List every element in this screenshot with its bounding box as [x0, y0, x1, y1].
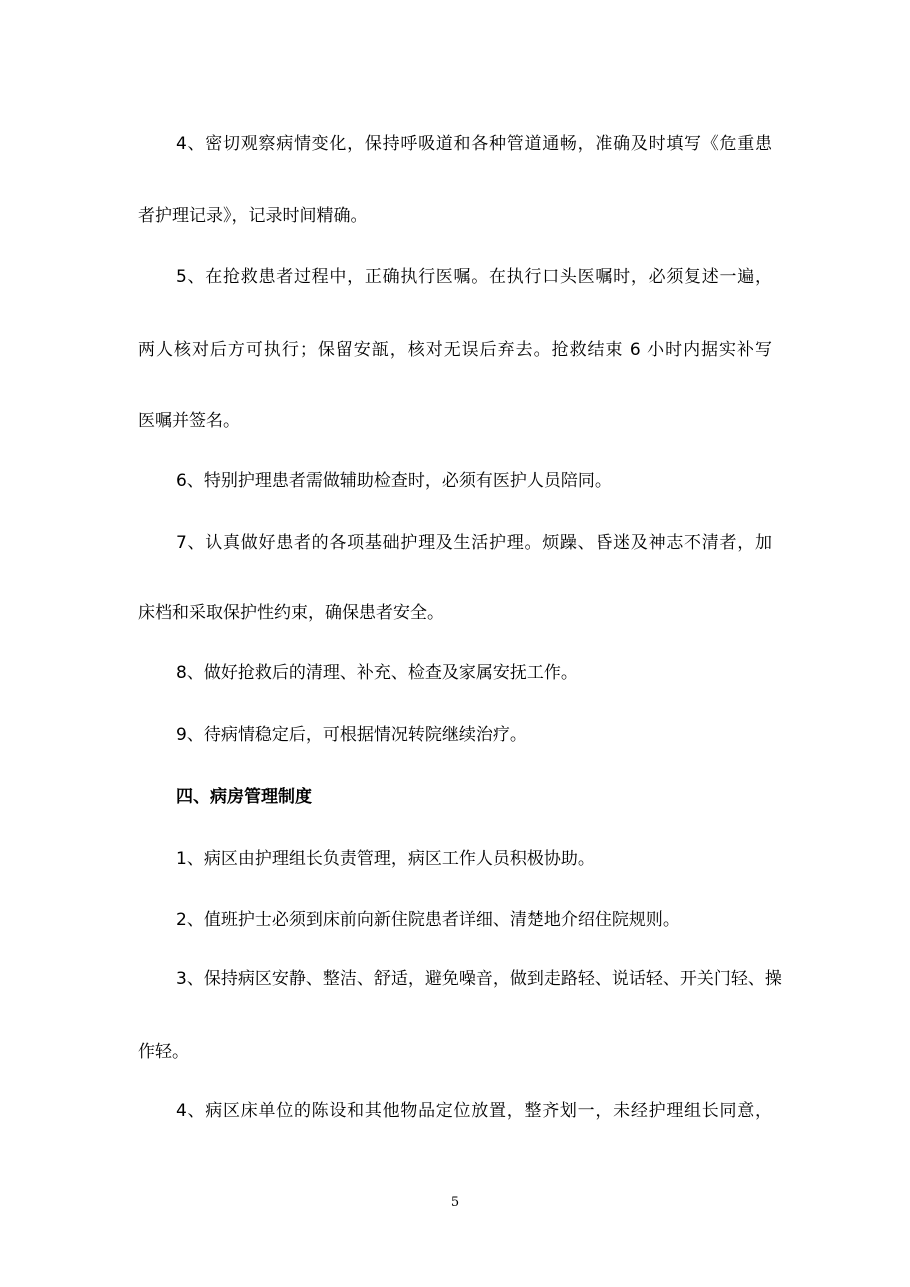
- paragraph-line: 8、做好抢救后的清理、补充、检查及家属安抚工作。: [176, 663, 578, 683]
- paragraph-line: 4、病区床单位的陈设和其他物品定位放置，整齐划一，未经护理组长同意，: [176, 1101, 772, 1121]
- paragraph-line: 2、值班护士必须到床前向新住院患者详细、清楚地介绍住院规则。: [176, 910, 680, 930]
- paragraph-line: 6、特别护理患者需做辅助检查时，必须有医护人员陪同。: [176, 471, 612, 491]
- paragraph-line: 5、在抢救患者过程中，正确执行医嘱。在执行口头医嘱时，必须复述一遍，: [176, 267, 772, 287]
- paragraph-line: 3、保持病区安静、整洁、舒适，避免噪音，做到走路轻、说话轻、开关门轻、操: [176, 969, 782, 989]
- paragraph-line: 者护理记录》，记录时间精确。: [138, 206, 368, 226]
- paragraph-line: 医嘱并签名。: [138, 411, 240, 431]
- paragraph-line: 4、密切观察病情变化，保持呼吸道和各种管道通畅，准确及时填写《危重患: [176, 134, 772, 154]
- section-heading: 四、病房管理制度: [176, 787, 312, 807]
- paragraph-line: 床档和采取保护性约束，确保患者安全。: [138, 603, 444, 623]
- paragraph-line: 两人核对后方可执行；保留安瓿，核对无误后弃去。抢救结束 6 小时内据实补写: [138, 340, 772, 360]
- paragraph-line: 7、认真做好患者的各项基础护理及生活护理。烦躁、昏迷及神志不清者，加: [176, 533, 772, 553]
- paragraph-line: 9、待病情稳定后，可根据情况转院继续治疗。: [176, 725, 527, 745]
- paragraph-line: 1、病区由护理组长负责管理，病区工作人员积极协助。: [176, 849, 595, 869]
- page-number: 5: [450, 1195, 460, 1210]
- paragraph-line: 作轻。: [138, 1042, 189, 1062]
